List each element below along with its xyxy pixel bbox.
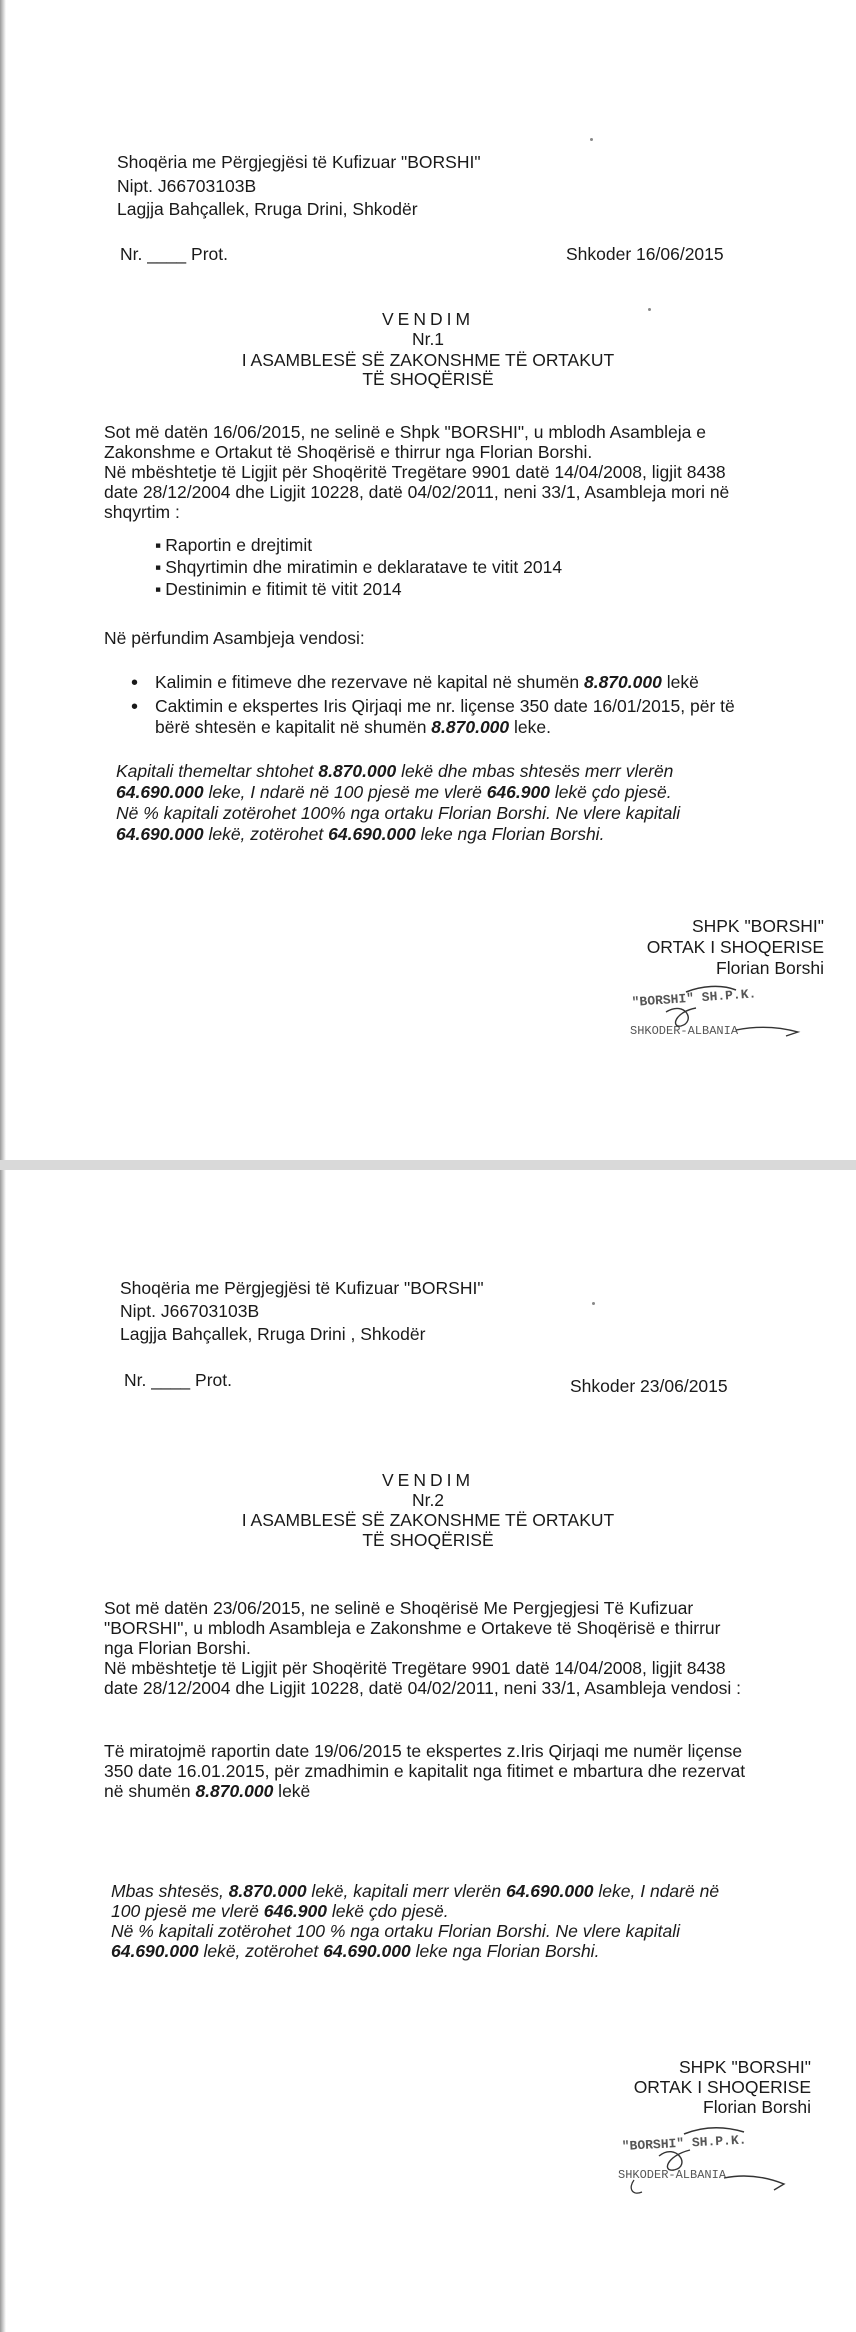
stamp-line-2: SHKODER-ALBANIA xyxy=(618,2168,727,2182)
signature-role: ORTAK I SHOQERISE xyxy=(646,937,824,957)
company-stamp xyxy=(614,2120,804,2200)
approval-line: Të miratojmë raportin date 19/06/2015 te ekspertes z.Iris Qirjaqi me numër liçense xyxy=(104,1741,743,1761)
approval-line: në shumën 8.870.000 lekë xyxy=(104,1781,311,1801)
body-line: "BORSHI", u mblodh Asambleja e Zakonshme e Ortakeve të Shoqërisë e thirrur xyxy=(104,1618,721,1638)
decision-item-1: Kalimin e fitimeve dhe rezervave në kapital në shumën 8.870.000 lekë xyxy=(155,672,699,692)
capital-line: 64.690.000 lekë, zotërohet 64.690.000 leke nga Florian Borshi. xyxy=(111,1941,600,1961)
scan-edge xyxy=(0,1170,6,2332)
signature-name: Florian Borshi xyxy=(716,958,824,978)
decision-item-2: Caktimin e ekspertes Iris Qirjaqi me nr. liçense 350 date 16/01/2015, për të xyxy=(155,696,735,716)
body-line: Në mbështetje të Ligjit për Shoqëritë Tregëtare 9901 datë 14/04/2008, ligjit 8438 xyxy=(104,462,726,482)
signature-role: ORTAK I SHOQERISE xyxy=(633,2077,811,2097)
company-name: Shoqëria me Përgjegjësi të Kufizuar "BORSHI" xyxy=(120,1278,484,1298)
company-stamp xyxy=(626,982,806,1052)
decision-item-2-cont: bërë shtesën e kapitalit në shumën 8.870.000 leke. xyxy=(155,717,551,737)
scan-edge xyxy=(0,0,6,1160)
capital-line: 64.690.000 leke, I ndarë në 100 pjesë me vlerë 646.900 lekë çdo pjesë. xyxy=(116,782,672,802)
capital-line: Në % kapitali zotërohet 100% nga ortaku Florian Borshi. Ne vlere kapitali xyxy=(116,803,681,823)
stamp-line-2: SHKODER-ALBANIA xyxy=(630,1024,739,1038)
company-nipt: Nipt. J66703103B xyxy=(120,1301,260,1321)
body-line: Në mbështetje të Ligjit për Shoqëritë Tregëtare 9901 datë 14/04/2008, ligjit 8438 xyxy=(104,1658,726,1678)
body-line: Sot më datën 23/06/2015, ne selinë e Shoqërisë Me Pergjegjesi Të Kufizuar xyxy=(104,1598,694,1618)
stamp-line-1: "BORSHI" SH.P.K. xyxy=(631,986,757,1010)
approval-line: 350 date 16.01.2015, për zmadhimin e kapitalit nga fitimet e mbartura dhe rezervat xyxy=(104,1761,746,1781)
document-page-2 xyxy=(0,1170,856,2332)
capital-line: 100 pjesë me vlerë 646.900 lekë çdo pjesë. xyxy=(111,1901,449,1921)
document-page-1 xyxy=(0,0,856,1160)
bullet-dot: • xyxy=(131,696,139,718)
body-line: date 28/12/2004 dhe Ligjit 10228, datë 04/02/2011, neni 33/1, Asambleja mori në xyxy=(104,482,730,502)
document-date: Shkoder 16/06/2015 xyxy=(566,244,724,264)
protocol-number: Nr. ____ Prot. xyxy=(124,1370,232,1390)
body-line: date 28/12/2004 dhe Ligjit 10228, datë 04/02/2011, neni 33/1, Asambleja vendosi : xyxy=(104,1678,741,1698)
company-address: Lagjja Bahçallek, Rruga Drini, Shkodër xyxy=(117,199,418,219)
signature-name: Florian Borshi xyxy=(703,2097,811,2117)
bullet-dot: • xyxy=(131,672,139,694)
agenda-item: ▪ Shqyrtimin dhe miratimin e deklaratave te vitit 2014 xyxy=(155,557,562,577)
capital-line: Mbas shtesës, 8.870.000 lekë, kapitali merr vlerën 64.690.000 leke, I ndarë në xyxy=(111,1881,720,1901)
stamp-line-1: "BORSHI" SH.P.K. xyxy=(621,2132,747,2154)
scan-speck xyxy=(592,1302,595,1305)
agenda-item: ▪ Raportin e drejtimit xyxy=(155,535,312,555)
company-heading: TË SHOQËRISË xyxy=(362,369,494,389)
decision-title: VENDIM xyxy=(381,309,475,329)
document-date: Shkoder 23/06/2015 xyxy=(570,1376,728,1396)
body-line: Zakonshme e Ortakut të Shoqërisë e thirrur nga Florian Borshi. xyxy=(104,442,593,462)
decision-title: VENDIM xyxy=(381,1470,475,1490)
scan-speck xyxy=(590,138,593,141)
company-nipt: Nipt. J66703103B xyxy=(117,176,257,196)
signature-company: SHPK "BORSHI" xyxy=(691,916,824,936)
signature-company: SHPK "BORSHI" xyxy=(678,2057,811,2077)
body-line: nga Florian Borshi. xyxy=(104,1638,251,1658)
company-heading: TË SHOQËRISË xyxy=(362,1530,494,1550)
protocol-number: Nr. ____ Prot. xyxy=(120,244,228,264)
decision-number: Nr.1 xyxy=(411,329,445,349)
company-name: Shoqëria me Përgjegjësi të Kufizuar "BORSHI" xyxy=(117,152,481,172)
capital-line: Në % kapitali zotërohet 100 % nga ortaku Florian Borshi. Ne vlere kapitali xyxy=(111,1921,681,1941)
signature-stroke xyxy=(724,2176,784,2190)
company-address: Lagjja Bahçallek, Rruga Drini , Shkodër xyxy=(120,1324,426,1344)
signature-stroke xyxy=(736,1027,798,1036)
assembly-heading: I ASAMBLESË SË ZAKONSHME TË ORTAKUT xyxy=(241,350,615,370)
agenda-item: ▪ Destinimin e fitimit të vitit 2014 xyxy=(155,579,402,599)
body-line: shqyrtim : xyxy=(104,502,180,522)
decision-number: Nr.2 xyxy=(411,1490,445,1510)
assembly-heading: I ASAMBLESË SË ZAKONSHME TË ORTAKUT xyxy=(241,1510,615,1530)
decided-line: Në përfundim Asambjeja vendosi: xyxy=(104,628,365,648)
capital-line: Kapitali themeltar shtohet 8.870.000 lekë dhe mbas shtesës merr vlerën xyxy=(116,761,674,781)
capital-line: 64.690.000 lekë, zotërohet 64.690.000 leke nga Florian Borshi. xyxy=(116,824,605,844)
body-line: Sot më datën 16/06/2015, ne selinë e Shpk "BORSHI", u mblodh Asambleja e xyxy=(104,422,706,442)
